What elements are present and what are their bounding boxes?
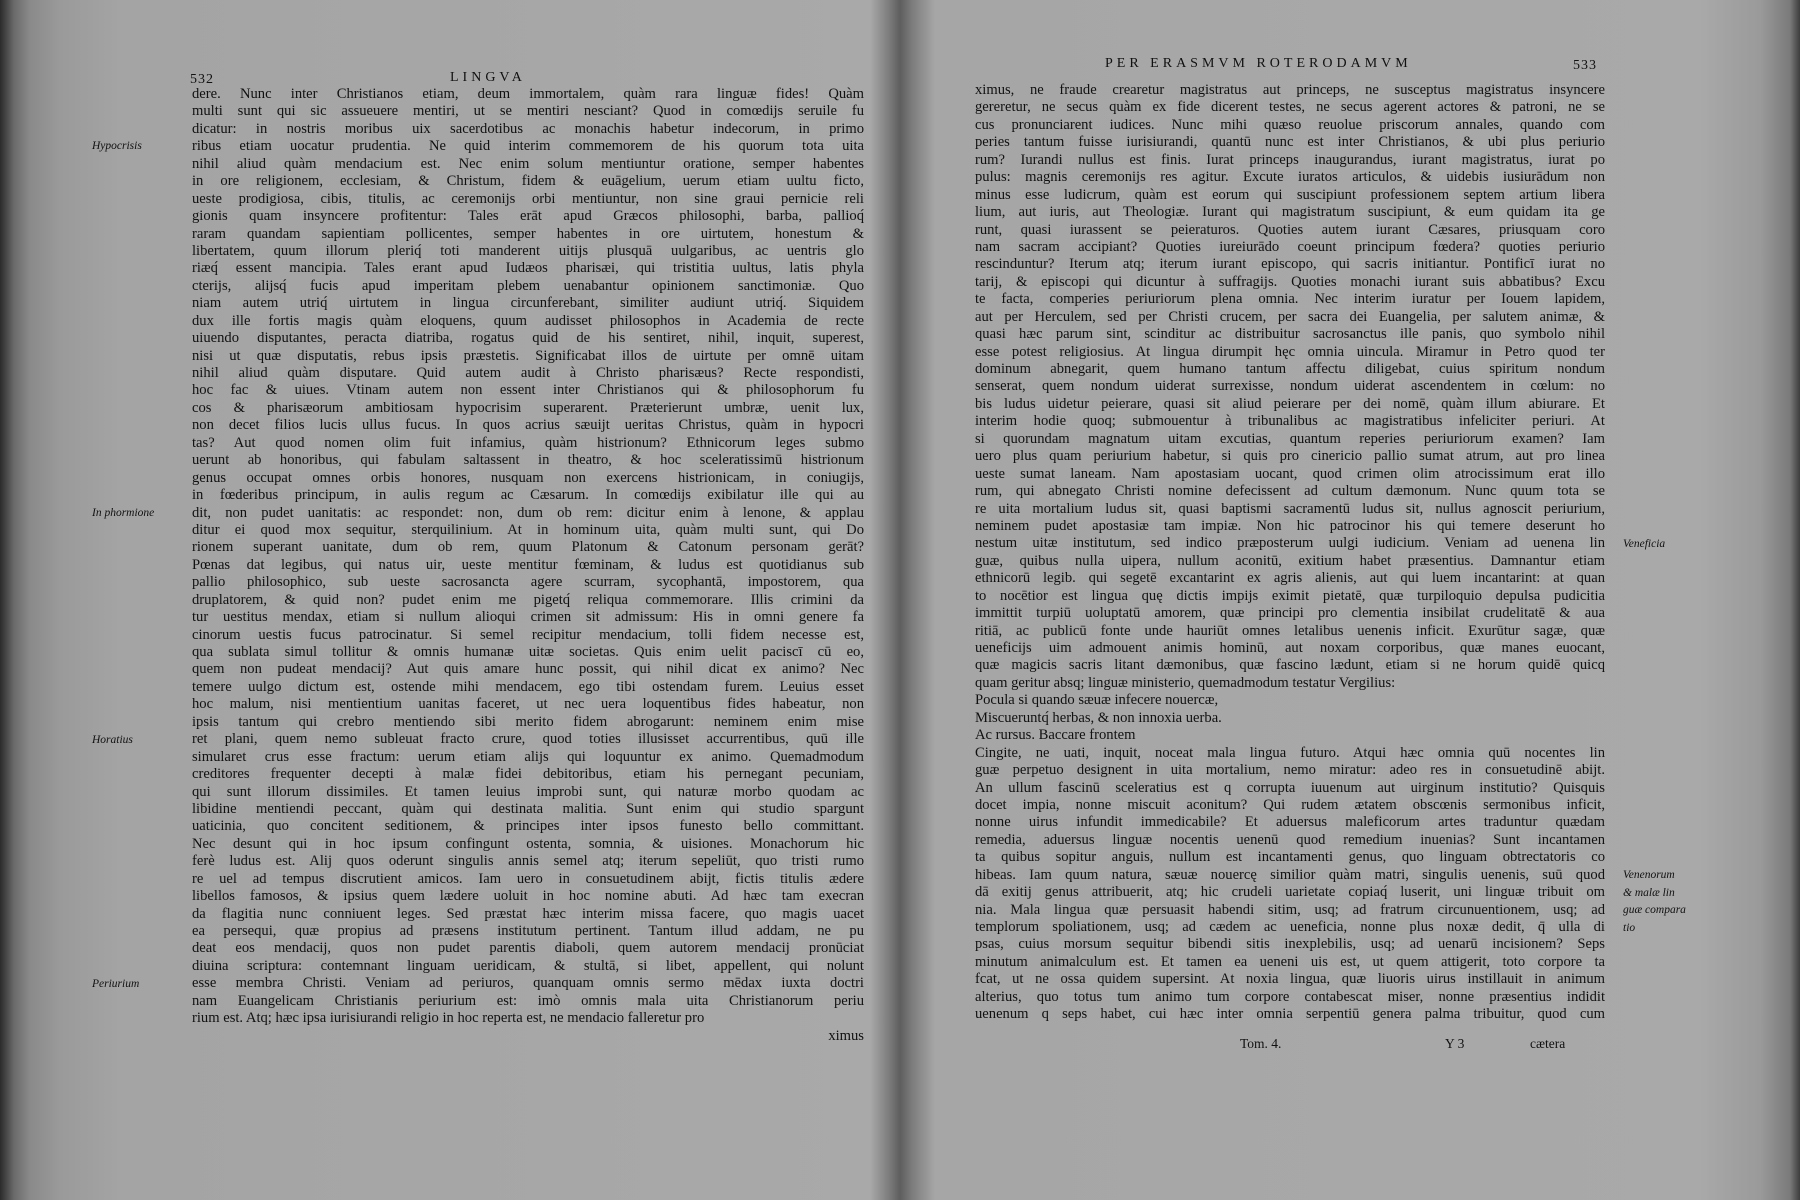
text-line: quæ magicis sacris litant dæmonibus, quæ fascino lædunt, etiam si ne horum quidē quicq [975,657,1605,674]
text-line: uero plus quam periurium habetur, si quis pro cinericio pallio sumat atrum, aut pro linea [975,448,1605,465]
margin-note: Hypocrisis [92,140,142,153]
text-line: ribus etiam uocatur prudentia. Ne quid interim commemorem de his quorum tota uita [192,138,864,155]
text-line: templorum spoliationem, usq; ad cædem ac ueneficia, nonne plus noxæ dedit, q̄ ulla di [975,919,1605,935]
margin-note: Horatius [92,733,133,746]
text-line: quasi hæc parum sint, scinditur ac distribuitur sacrosanctus ille panis, quo symbolo nihil [975,326,1605,343]
text-line: cos & pharisæorum ambitiosam hypocrisim superarent. Præterierunt umbræ, uenit lux, [192,399,864,416]
text-line: alterius, quo totus tum animo tum corpore contabescat miser, nonne præsentius indidit [975,988,1605,1005]
text-line: pallio philosophico, sub ueste sacrosancta agere scurram, sycophantā, impostorem, qua [192,574,864,591]
text-line: raram quandam sapientiam pollicentes, semper habentes in ore uirtutem, honestum & [192,225,864,242]
text-line: fcat, ut ne ossa quidem supersint. At noxia lingua, quæ liuoris uirus instillauit in animum [975,971,1605,988]
text-line: rum? Iurandi nullus est finis. Iurat princeps inaugurandus, iurant magistratus, iurat po [975,151,1605,168]
text-line: da flagitia nunc conniuent leges. Sed præstat hæc interim missa facere, quo magis uacet [192,905,864,922]
text-line: minutum animalculum est. Et tamen ea ueneni uis est, ut quem attigerit, toto corpore ta [975,953,1605,970]
text-line: quem non pudeat mendacij? Aut quis amare hunc possit, qui nihil dicat ex animo? Nec [192,661,864,678]
text-line: ditur ei quod mox sequitur, sterquilinium. At in hominum uita, quàm multi sunt, qui Do [192,521,864,538]
text-line: tarij, & episcopi qui dicuntur à suffragijs. Quoties monachi iurant suis abbatibus? Excu [975,273,1605,290]
text-line: to nocētior est lingua quę dictis impijs eximit pietatē, quæ turpiloquio depulsa pudicitia [975,587,1605,604]
text-line: nisi ut quæ disputatis, rebus ipsis præstetis. Significabat illos de uirtute per omnē uitam [192,347,864,364]
margin-note: & malæ lin [1623,886,1675,899]
text-line: guæ perpetuo designent in uita mortalium, nemo miratur: adeo res in consuetudinē abijt. [975,762,1605,779]
text-line: ueneficijs uim admouent animis hominū, aut noxam corporibus, quæ manes euocant, [975,640,1605,656]
text-line: cus pronunciarent iudices. Nunc mihi quæso reuolue priscorum annales, quando com [975,116,1605,133]
text-line: tas? Aut quod nomen olim fuit infamius, quàm histrionum? Ethnicorum leges submo [192,434,864,451]
text-line: si quorundam magnatum uitam excutias, quantum reperies periuriorum examen? Iam [975,430,1605,447]
text-line: guæ, quibus nulla uipera, nullum aconitū, exitium habet præsentius. Damnantur etiam [975,552,1605,569]
text-line: nia. Mala lingua quæ persuasit habendi sitim, usq; ad fratrum circunuentionem, usq; ad [975,901,1605,918]
running-head: PER ERASMVM ROTERODAMVM [1105,56,1412,71]
margin-note: guæ compara [1623,904,1686,917]
text-line: ethnicorū legib. qui segetē excantarint ex agris alienis, aut qui luem incantarint: at quan [975,570,1605,587]
text-line: aut per Herculem, sed per Christi crucem, per sacra dei Euangelia, per salutem animæ, & [975,308,1605,325]
page-number: 533 [1573,58,1597,73]
text-line: tur uestitus mendax, etiam si nullum alioqui crimen sit admissum: His in omni genere fa [192,609,864,626]
text-line: druplatorem, & quid non? pudet enim me pigetq́ reliqua commemorare. Illis crimini da [192,591,864,608]
text-line: ritiā, ac publicū fonte unde hauriūt omnes letalibus uenenis inficit. Exurūtur sagæ, quæ [975,622,1605,639]
text-line: esse potest religiosius. At lingua dirumpit hęc omnia uincula. Miramur in Petro quod ter [975,343,1605,360]
text-line: nihil aliud quàm disputare. Quid autem audit à Christo pharisæus? Recte respondisti, [192,365,864,381]
text-line: Miscueruntq́ herbas, & non innoxia uerba. [975,709,1222,726]
text-line: re uita mortalium ludus sit, quasi baptismi sacramentū ludus sit, nullus agnoscit periurium, [975,500,1605,517]
text-line: hibeas. Iam quum natura, sæuæ nouercę similior quàm matri, singulis uenenis, suū quod [975,866,1605,883]
text-line: Pocula si quando sæuæ infecere nouercæ, [975,692,1219,709]
margin-note: Veneficia [1623,537,1666,550]
body-text [192,86,864,1045]
text-line: riæq́ essent mancipia. Tales erant apud Iudæos pharisæi, qui tristitia uultus, latis phyla [192,260,864,277]
text-line: nihil aliud quàm mendacium est. Nec enim solum mentiuntur oratione, semper habentes [192,155,864,172]
text-line: neminem pudet apostasiæ tam impiæ. Non hic patrocinor his qui temere deserunt ho [975,517,1605,534]
text-line: minus esse ludicrum, quàm est eorum qui suscipiunt professionem septem artium libera [975,186,1605,203]
text-line: genus occupat omnes orbis honores, nusquam non exercens histrionicam, in coniugijs, [192,469,864,486]
right-page [905,0,1800,1200]
text-line: uiuendo disputantes, peracta diatriba, rogatus quid de his sentiret, nihil, inquit, superest, [192,330,864,347]
text-line: docet impia, nonne miscuit aconitum? Qui rudem ætatem obscœnis sermonibus inficit, [975,796,1605,813]
text-line: runt, quasi iurassent se peieraturos. Quoties autem iurant Cæsares, priusquam coro [975,221,1605,238]
text-line: dux ille fortis magis quàm eloquens, quum audisset philosophos in Academia de recte [192,312,864,329]
text-line: nam Euangelicam Christianis periurium est: imò omnis mala uita Christianorum periu [192,992,864,1009]
text-line: uerunt ab honoribus, qui fabulam saltassent in theatro, & hoc sceleratissimū histrionum [192,452,864,469]
text-line: immittit turpiū uoluptatū amorem, quæ principi pro clementia insibilat crudelitatē & aua [975,605,1605,622]
text-line: nam sacram accipiant? Quoties iureiurādo coeunt principum fœdera? quoties periurio [975,238,1605,255]
text-line: cinorum uestis fucus patrocinatur. Si semel recipitur mendacium, tolli fidem necesse est, [192,626,864,643]
text-line: libellos famosos, & ipsius quem lædere uoluit in hoc nomine abuti. Ad hæc tam execran [192,888,864,905]
text-line: ret plani, quem nemo subleuat fracto crure, quod toties illusisset accurrentibus, quū ille [192,731,864,748]
running-head: LINGVA [450,70,526,85]
text-line: pulus: magnis ceremonijs res agitur. Excute iuratos articulos, & uidebis iusiurādum non [975,169,1605,186]
text-line: qui sunt illorum dissimiles. Et tamen leuius improbi sunt, qui naturæ morbo quodam ac [192,783,864,800]
text-line: peries tantum fuisse iurisiurandi, quantū nunc est inter Christianos, & ubi plus periurio [975,134,1605,151]
text-line: re uel ad tempus discrutient amicos. Iam uero in consuetudinem abijt, fictis titulis ædere [192,870,864,887]
text-line: temere uulgo dictum est, ostende mihi mendacem, ego tibi ostendam furem. Leuius esset [192,678,864,695]
text-line: in ore religionem, ecclesiam, & Christum, fidem & euāgelium, uerum etiam uultu ficto, [192,173,864,190]
text-line: esse membra Christi. Veniam ad periuros, quanquam omnis sermo mēdax iuxta doctri [192,975,864,992]
margin-note: In phormione [92,506,155,519]
margin-note: tio [1623,921,1636,934]
text-line: cterijs, alijsq́ fucis apud imperitam plebem uenabantur opinionem sanctimoniæ. Quo [192,277,864,294]
text-line: ipsis tantum qui crebro mentiendo sibi merito fidem abrogarunt: neminem enim mise [192,713,864,730]
text-line: dā exitij genus attribuerit, atq; hic crudeli uarietate copiaq́ luserit, uni linguæ tribuit om [975,884,1605,901]
text-line: dominum abnegarit, quem humano tantum affectu diligebat, cuius spiritum nondum [975,361,1605,377]
text-line: libertatem, quum illorum pleriq́ toti manderent uitijs plusquā uulgaribus, ac uentris glo [192,242,864,259]
text-line: quam geritur absq; linguæ ministerio, quemadmodum testatur Vergilius: [975,674,1396,691]
text-line: gionis quam insyncere profitentur: Tales erāt apud Græcos philosophi, barba, pallioq́ [192,208,864,225]
text-line: ximus [828,1027,864,1044]
tome-number: Tom. 4. [1240,1036,1282,1051]
text-line: Cingite, ne uati, inquit, noceat mala lingua futuro. Atqui hæc omnia quū nocentes lin [975,744,1605,761]
text-line: te facta, comperies periuriorum plena omnia. Nec interim iuratur per Iouem lapidem, [975,291,1605,308]
text-line: simularet crus esse fractum: uerum etiam alijs qui loquuntur ex animo. Quemadmodum [192,748,864,765]
text-line: ta quibus sopitur anguis, nullum est incantamenti genus, quo linguam obtrectatoris co [975,849,1605,866]
text-line: deat eos mendacij, quos non pudet parentis diaboli, quem autorem mendacij pronūciat [192,940,864,957]
text-line: non decet filios lucis ullus fucus. In quos acrius sæuijt ueritas Christus, quàm in hypocri [192,417,864,434]
text-line: interim hodie quoq; submouentur à tribunalibus ac magistratibus infeliciter periuri. At [975,413,1605,430]
signature-mark: Y 3 [1445,1036,1465,1051]
text-line: hoc malum, nisi mentientium uanitas faceret, ut nec uera loquentibus fides habeatur, non [192,696,864,713]
text-line: ea persequi, quæ propius ad præsens institutum pertinent. Tantum illud addam, ne pu [192,923,864,939]
text-line: rum, qui abnegato Christi nomine defecissent ad cultum dæmonum. Nunc quum tota se [975,483,1605,500]
body-text [975,82,1605,1024]
text-line: An ullum fascinū sceleratius est q corrupta iuuenum aut uirginum institutio? Quisquis [975,779,1605,796]
text-line: psas, cuius morsum sequitur bibendi sitis inexplebilis, usq; ad uenarū incisionem? Seps [975,936,1605,953]
text-line: rescinduntur? Iterum atq; iterum iurant episcopo, qui sacris initiantur. Pontificī iurat no [975,256,1605,273]
catchword: cætera [1530,1036,1566,1051]
text-line: Ac rursus. Baccare frontem [975,727,1136,744]
left-page [0,0,895,1200]
text-line: in fœderibus principum, in aulis regum ac Cæsarum. In comœdijs exibilatur ille qui au [192,487,864,504]
text-line: lium, aut iuris, aut Theologiæ. Iurant qui magistratum suscipiunt, & eum quidam ita ge [975,204,1605,221]
text-line: multi sunt qui sic assueuere mentiri, ut se mentiri nesciant? Quod in comœdijs seruile fu [192,103,864,120]
text-line: gereretur, ne secus quàm ex fide dicerent testes, ne secus agerent actores & patroni, ne se [975,99,1605,116]
text-line: ueste prodigiosa, cibis, titulis, ac ceremonijs orbi mentiuntur, non sine graui pernicie reli [192,190,864,207]
text-line: nonne uirus infundit immedicabile? Et aduersus maleficorum artes traduntur quædam [975,814,1605,831]
text-line: hoc fac & uiues. Vtinam autem non essent inter Christianos qui & philosophorum fu [192,382,864,399]
text-line: nestum uitæ institutum, sed indico præposterum uulgi iudicium. Veniam ad uenena lin [975,535,1605,552]
text-line: dere. Nunc inter Christianos etiam, deum immortalem, quàm rara linguæ fides! Quàm [192,86,864,102]
text-line: dit, non pudet uanitatis: ac respondet: non, dum ob rem: dicitur enim à lenone, & applau [192,504,864,521]
text-line: diuina scriptura: contemnant linguam ueridicam, & stultā, si libet, appellent, qui nolunt [192,957,864,974]
text-line: rionem superant uanitate, dum ob rem, quum Platonum & Catonum personam gerāt? [192,539,864,556]
text-line: bis ludus uidetur peierare, quasi sit aliud peierare per dei nomē, quàm illum abiurare. Et [975,395,1605,412]
text-line: Nec desunt qui in hoc ipsum confingunt ostenta, somnia, & uisiones. Monachorum hic [192,835,864,852]
text-line: ximus, ne fraude crearetur magistratus aut princeps, ne susceptus magistratus insyncere [975,82,1605,98]
text-line: rium est. Atq; hæc ipsa iurisiurandi religio in hoc reperta est, ne mendacio falleretur pro [192,1010,705,1027]
text-line: niam autem utriq́ uirtutem in lingua circunferebant, similiter audiunt utriq́. Siquidem [192,295,864,312]
text-line: uenenum q seps habet, cui hæc inter omnia serpentiū genera palma tribuitur, quod cum [975,1006,1605,1023]
text-line: senserat, quem nondum uiderat surrexisse, nondum uiderat ascendentem in cœlum: no [975,378,1605,395]
text-line: remedia, aduersus linguæ nocentis uenenū quod remedium inuenias? Sunt incantamen [975,831,1605,848]
page-number: 532 [190,72,214,87]
margin-note: Periurium [92,977,140,990]
text-line: qua sublata simul tollitur & omnis humanæ uitæ societas. Quis enim uelit paciscī cū eo, [192,644,864,660]
text-line: creditores frequenter decepti à malæ fidei debitoribus, etiam his pernegant pecuniam, [192,766,864,783]
text-line: ferè ludus est. Alij quos oderunt singulis annis semel atq; iterum sepeliūt, quo tristi rumo [192,853,864,870]
text-line: ueste sumat laneam. Nam apostasiam uocant, quod crimen olim atrocissimum erat illo [975,465,1605,482]
text-line: dicatur: in nostris moribus uix sacerdotibus ac monachis habetur indecorum, in primo [192,120,864,137]
text-line: Pœnas dat legibus, qui natus uir, ueste mentitur fœminam, & ludus est quotidianus sub [192,556,864,573]
text-line: libidine mentiendi peccant, quàm qui destinata malitia. Sunt enim qui studio spargunt [192,800,864,817]
margin-note: Venenorum [1623,869,1675,882]
text-line: uaticinia, quo concitent seditionem, & principes inter ipsos funesto bello committant. [192,818,864,835]
